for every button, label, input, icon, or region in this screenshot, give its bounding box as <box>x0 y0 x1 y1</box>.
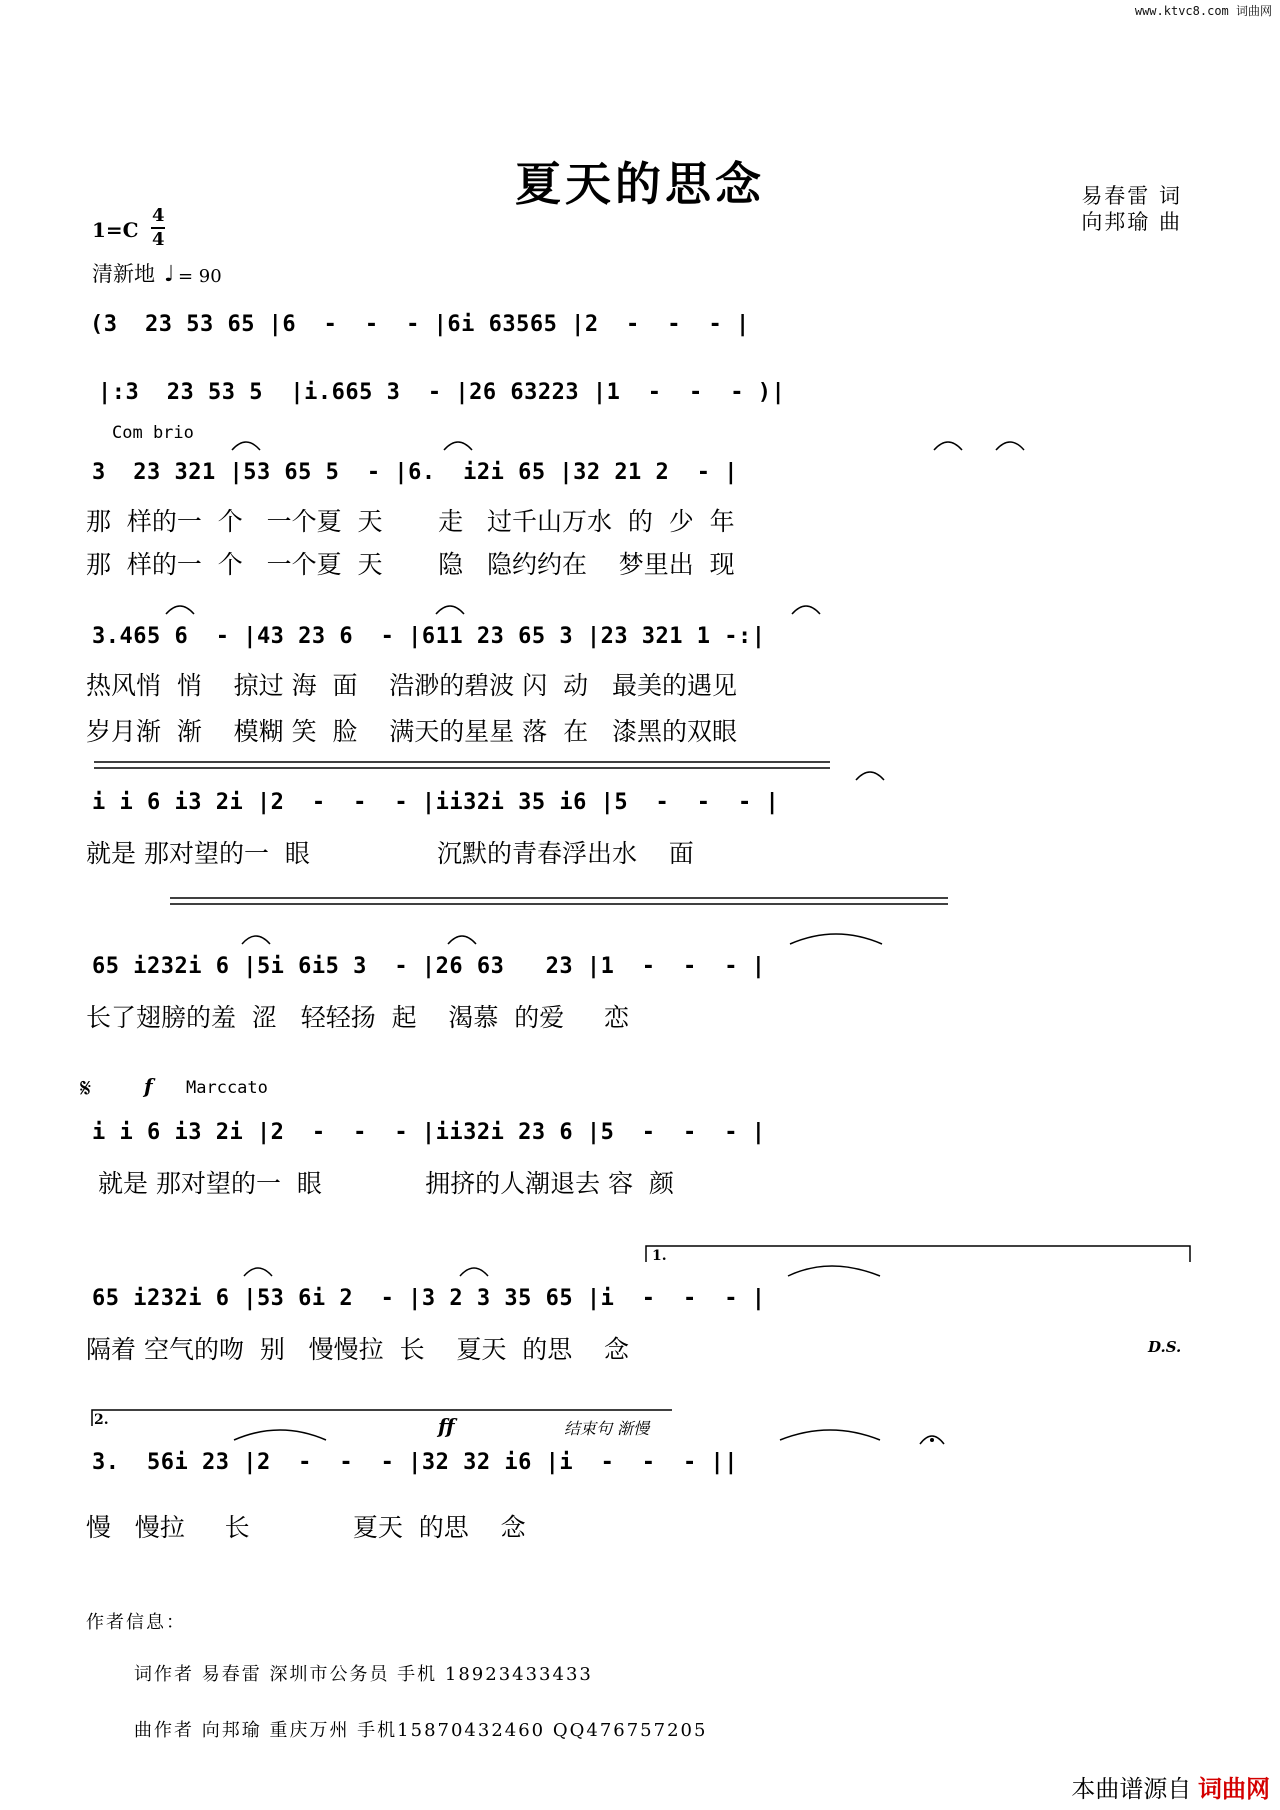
system-5-lyrics: 就是 那对望的一 眼 沉默的青春浮出水 面 <box>86 839 694 868</box>
system-1-notes: (3 23 53 65 |6 - - - |6i 63565 |2 - - - | <box>90 312 750 337</box>
volta-1-label: 1. <box>652 1248 667 1264</box>
system-8-notes: 65 i232i 6 |53 6i 2 - |3 2 3 35 65 |i - - - | <box>92 1286 766 1311</box>
watermark: www.ktvc8.com 词曲网 <box>1134 4 1272 18</box>
footer-prefix: 本曲谱源自 <box>1071 1776 1192 1803</box>
composer-credit: 向邦瑜 曲 <box>1081 210 1182 234</box>
forte-mark: f <box>144 1074 153 1098</box>
lyricist-info: 词作者 易春雷 深圳市公务员 手机 18923433433 <box>134 1664 593 1685</box>
ending-phrase-mark: 结束句 渐慢 <box>564 1419 650 1438</box>
composer-info: 曲作者 向邦瑜 重庆万州 手机15870432460 QQ476757205 <box>134 1720 708 1741</box>
tempo-label: 清新地 <box>92 262 155 286</box>
system-8-lyrics: 隔着 空气的吻 别 慢慢拉 长 夏天 的思 念 <box>86 1335 630 1364</box>
key-signature: 1=C <box>92 218 139 242</box>
time-signature-top: 4 <box>152 205 165 226</box>
dal-segno-mark: D.S. <box>1148 1338 1182 1356</box>
footer-site-link[interactable]: 词曲网 <box>1198 1776 1270 1803</box>
lyricist-credit: 易春雷 词 <box>1081 184 1182 208</box>
time-signature-bottom: 4 <box>152 229 165 250</box>
system-4-lyrics-verse-1: 热风悄 悄 掠过 海 面 浩渺的碧波 闪 动 最美的遇见 <box>86 671 737 700</box>
com-brio-mark: Com brio <box>112 423 194 443</box>
system-4-notes: 3.465 6 - |43 23 6 - |611 23 65 3 |23 321 1 -:| <box>92 624 766 649</box>
system-7-notes: i i 6 i3 2i |2 - - - |ii32i 23 6 |5 - - - | <box>92 1120 766 1145</box>
fortissimo-mark: ff <box>438 1414 455 1438</box>
system-3-lyrics-verse-2: 那 样的一 个 一个夏 天 隐 隐约约在 梦里出 现 <box>86 550 735 579</box>
system-3-lyrics-verse-1: 那 样的一 个 一个夏 天 走 过千山万水 的 少 年 <box>86 507 735 536</box>
system-7-lyrics: 就是 那对望的一 眼 拥挤的人潮退去 容 颜 <box>98 1169 674 1198</box>
system-9-notes: 3. 56i 23 |2 - - - |32 32 i6 |i - - - || <box>92 1450 739 1475</box>
volta-2-label: 2. <box>94 1412 109 1428</box>
system-5-notes: i i 6 i3 2i |2 - - - |ii32i 35 i6 |5 - - - | <box>92 790 780 815</box>
author-info-heading: 作者信息： <box>86 1612 186 1633</box>
tempo-value: = 90 <box>178 266 222 287</box>
segno-icon: 𝄋 <box>80 1074 92 1104</box>
system-2-notes: |:3 23 53 5 |i.665 3 - |26 63223 |1 - - - )| <box>98 380 786 405</box>
quarter-note-icon: ♩ <box>164 262 175 287</box>
system-3-notes: 3 23 321 |53 65 5 - |6. i2i 65 |32 21 2 - | <box>92 460 739 485</box>
source-footer <box>1071 1769 1270 1804</box>
song-title: 夏天的思念 <box>515 157 765 211</box>
marccato-mark: Marccato <box>186 1078 268 1098</box>
system-6-lyrics: 长了翅膀的羞 涩 轻轻扬 起 渴慕 的爱 恋 <box>86 1003 630 1032</box>
system-6-notes: 65 i232i 6 |5i 6i5 3 - |26 63 23 |1 - - - | <box>92 954 766 979</box>
system-4-lyrics-verse-2: 岁月渐 渐 模糊 笑 脸 满天的星星 落 在 漆黑的双眼 <box>86 717 737 746</box>
system-9-lyrics: 慢 慢拉 长 夏天 的思 念 <box>86 1513 526 1542</box>
